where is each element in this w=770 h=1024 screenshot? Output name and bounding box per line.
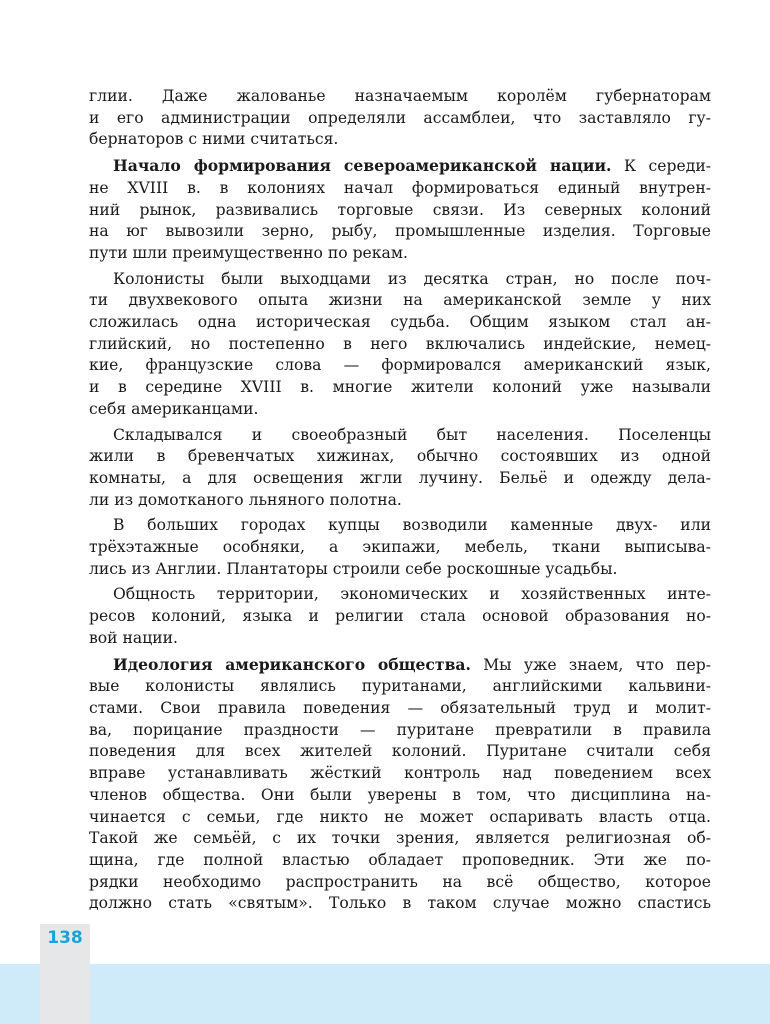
text-line: Складывался и своеобразный быт населения. Поселенцы	[113, 425, 711, 444]
text-line: ли из домотканого льняного полотна.	[89, 490, 402, 509]
text-line: стами. Свои правила поведения — обязательный труд и молит-	[89, 698, 711, 717]
text-line: не XVIII в. в колониях начал формироваться единый внутрен-	[89, 178, 711, 197]
page-text	[89, 86, 711, 919]
text-line: ти двухвекового опыта жизни на американской земле у них	[89, 291, 711, 310]
text-line: бернаторов с ними считаться.	[89, 130, 339, 149]
text-line: жили в бревенчатых хижинах, обычно состоявших из одной	[89, 447, 711, 466]
text-line: и в середине XVIII в. многие жители колоний уже называли	[89, 378, 711, 397]
text-line: членов общества. Они были уверены в том, что дисциплина на-	[89, 785, 711, 804]
paragraph-daily-life	[89, 425, 711, 512]
paragraph-ideology	[89, 654, 711, 915]
text-fragment: К середи-	[611, 157, 711, 176]
bottom-band	[0, 964, 770, 1024]
text-line: глийский, но постепенно в него включались индейские, немец-	[89, 334, 711, 353]
text-line: вправе устанавливать жёсткий контроль над поведением всех	[89, 764, 711, 783]
section-heading: Начало формирования североамериканской нации.	[113, 156, 612, 176]
text-line: должно стать «святым». Только в таком случае можно спастись	[89, 894, 711, 913]
text-line: ний рынок, развивались торговые связи. Из северных колоний	[89, 200, 711, 219]
section-heading: Идеология американского общества.	[113, 654, 471, 674]
text-line: чинается с семьи, где никто не может оспаривать власть отца.	[89, 807, 711, 826]
text-line: глии. Даже жалованье назначаемым королём губернаторам	[89, 87, 711, 105]
text-line: себя американцами.	[89, 399, 259, 418]
text-fragment: Мы уже знаем, что пер-	[470, 655, 711, 674]
text-line	[89, 155, 711, 178]
text-line: и его администрации определяли ассамблеи, что заставляло гу-	[89, 108, 711, 127]
paragraph-commonality	[89, 584, 711, 649]
text-line: Колонисты были выходцами из десятка стран, но после поч-	[113, 269, 711, 288]
text-line: сложилась одна историческая судьба. Общим языком стал ан-	[89, 313, 711, 332]
text-line: Общность территории, экономических и хозяйственных инте-	[113, 585, 711, 604]
text-line: на юг вывозили зерно, рыбу, промышленные изделия. Торговые	[89, 222, 711, 241]
text-line: лись из Англии. Плантаторы строили себе роскошные усадьбы.	[89, 559, 618, 578]
paragraph-assemblies	[89, 86, 711, 151]
text-line: рядки необходимо распространить на всё общество, которое	[89, 872, 711, 891]
text-line: трёхэтажные особняки, а экипажи, мебель, ткани выписыва-	[89, 538, 711, 557]
paragraph-cities	[89, 515, 711, 580]
text-line: Такой же семьёй, с их точки зрения, является религиозная об-	[89, 829, 711, 848]
text-line: щина, где полной властью обладает проповедник. Эти же по-	[89, 850, 711, 869]
text-line: кие, французские слова — формировался американский язык,	[89, 356, 711, 375]
paragraph-colonists	[89, 269, 711, 421]
paragraph-nation-formation	[89, 155, 711, 265]
text-line: вой нации.	[89, 628, 178, 647]
text-line	[89, 654, 711, 677]
text-line: поведения для всех жителей колоний. Пуритане считали себя	[89, 742, 711, 761]
text-line: вые колонисты являлись пуританами, английскими кальвини-	[89, 677, 711, 696]
page-number: 138	[47, 928, 83, 948]
text-line: пути шли преимущественно по рекам.	[89, 243, 408, 262]
text-line: ресов колоний, языка и религии стала основой образования но-	[89, 607, 711, 626]
text-line: В больших городах купцы возводили каменные двух- или	[113, 516, 711, 535]
text-line: ва, порицание праздности — пуритане превратили в правила	[89, 720, 711, 739]
text-line: комнаты, а для освещения жгли лучину. Бельё и одежду дела-	[89, 468, 711, 487]
